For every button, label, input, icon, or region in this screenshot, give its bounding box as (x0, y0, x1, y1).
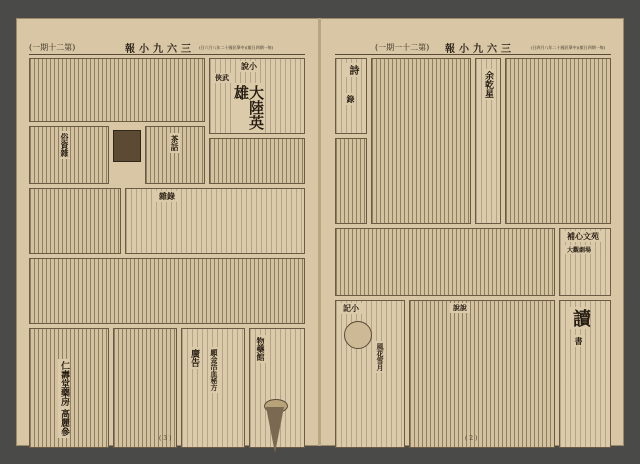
right-page (325, 18, 621, 446)
serial-genre-label: 俠武 (212, 73, 232, 83)
page-number: ( 3 ) (159, 435, 172, 442)
issue-number: (一期一十二第) (375, 43, 430, 52)
article-block (409, 300, 555, 448)
right-page-body (335, 58, 611, 432)
novel-title: 記小 (340, 303, 362, 314)
illustration (113, 130, 141, 162)
advertisement (181, 328, 245, 448)
literary-title: 補心文苑 (564, 231, 602, 242)
poem-box (335, 58, 367, 134)
column-title: 俗資雜 (60, 133, 70, 157)
literary-subtitle: 大觀劇場 (564, 245, 594, 254)
newspaper-sheet (16, 18, 624, 446)
article-block (505, 58, 611, 224)
article-block (29, 188, 121, 254)
pharmacy-ad (249, 328, 305, 448)
page-number: ( 2 ) (465, 435, 478, 442)
article-block (29, 58, 205, 122)
article-block (29, 258, 305, 324)
issue-date: (日四月八年二十國民華中)(報日四期一毎) (531, 45, 606, 50)
article-block (371, 58, 471, 224)
poem-subtitle: 錄 (346, 95, 356, 103)
ad-title: 廣告 (189, 349, 199, 367)
center-fold (318, 18, 321, 446)
article-block (29, 126, 109, 184)
article-block (145, 126, 205, 184)
serial-small-label: 說小 (238, 61, 260, 72)
poem-title: 詩 (347, 65, 358, 75)
reading-box (559, 300, 611, 448)
miscellany-title: 雜錄 (156, 191, 178, 202)
pharmacy-title: 物藥館 (256, 337, 266, 361)
crown-title: 茶話 (170, 135, 180, 151)
issue-date: (日六月八年二十國民華中)(報日四期一毎) (199, 45, 274, 50)
right-page-header (335, 42, 611, 55)
feature-column (475, 58, 501, 224)
ad-subtitle: 願金活血秘方 (210, 349, 219, 391)
novel-box (335, 300, 405, 448)
literary-box (559, 228, 611, 296)
reading-subtitle: 書 (574, 337, 584, 345)
bottom-left-title: 仁壽堂藥房 高麗參 (59, 361, 69, 437)
left-page-body (29, 58, 305, 437)
article-block (209, 138, 305, 184)
article-block (335, 138, 367, 224)
novel-column-title: 風花雪月 (376, 343, 385, 371)
reading-title: 讀 (570, 309, 591, 327)
issue-number: (一期十二第) (29, 43, 76, 52)
masthead: 報小九六三 (445, 44, 515, 55)
bottom-left-article (29, 328, 109, 448)
miscellany-box (125, 188, 305, 254)
left-page (19, 18, 315, 446)
feature-title: 余乾星 (483, 71, 493, 98)
cone-illustration (266, 407, 284, 453)
masthead: 報小九六三 (125, 44, 195, 55)
article-block (335, 228, 555, 296)
serial-title: 大陸英雄 (232, 83, 264, 133)
left-page-header (29, 42, 305, 55)
serial-novel-box (209, 58, 305, 134)
novel-subtitle: 說說 (450, 303, 470, 313)
moon-illustration (344, 321, 372, 349)
article-block (113, 328, 177, 448)
